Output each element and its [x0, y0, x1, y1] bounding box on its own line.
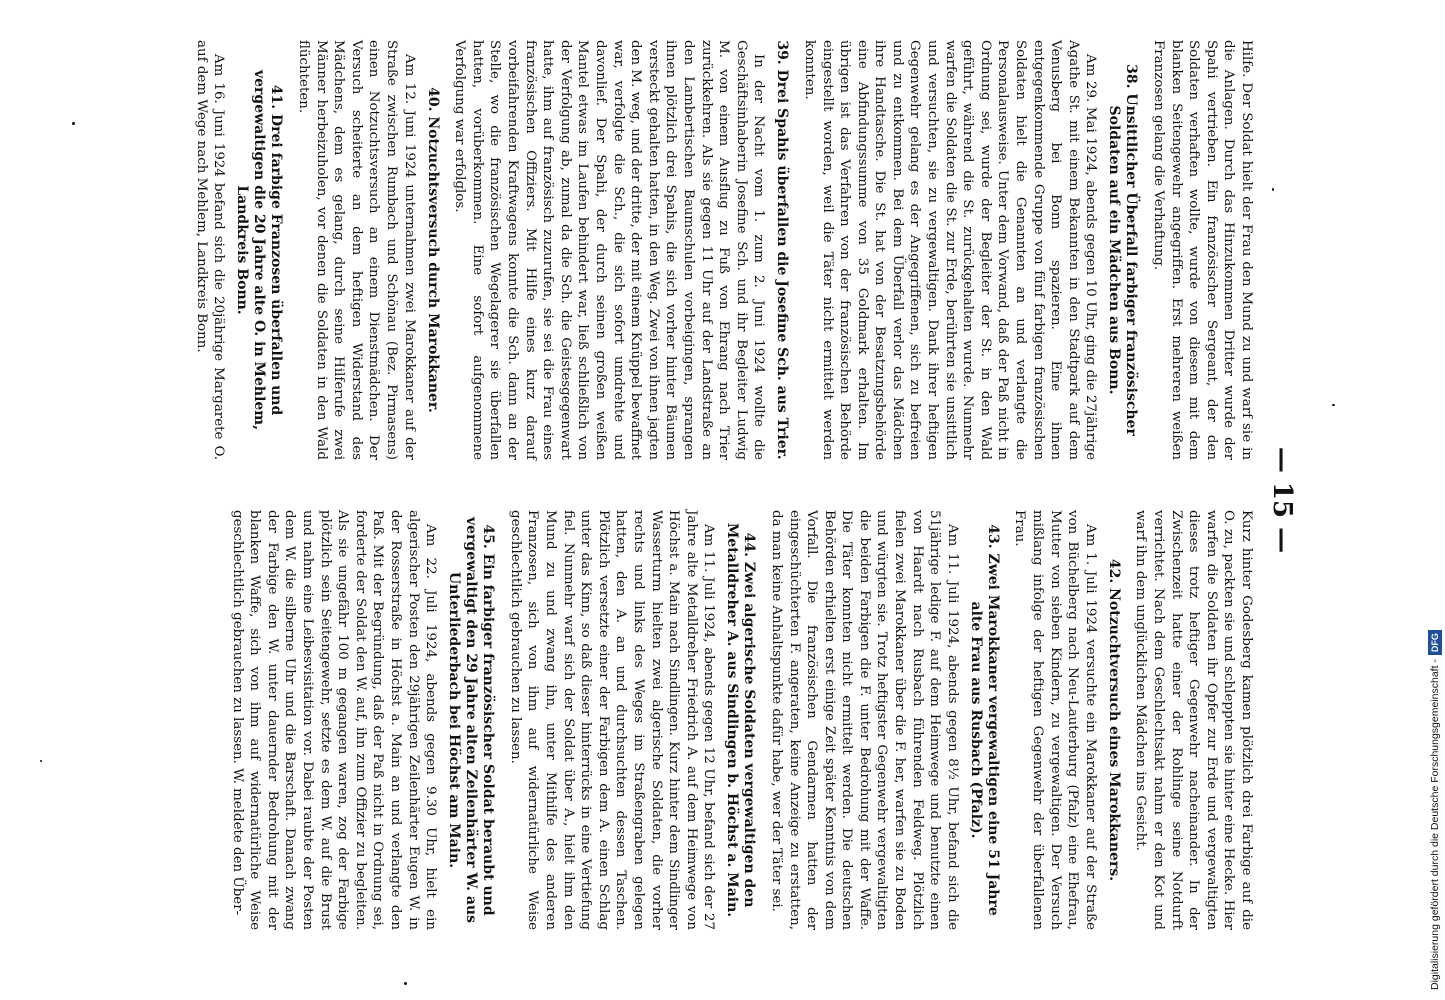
- section-heading-41: 41. Drei farbige Franzosen überfallen und vergewaltigen die 20 Jahre alte O. in Mehlem, Landkreis Bonn.: [234, 70, 285, 430]
- section-heading-39: 39. Drei Spahis überfallen die Josefine Sch. aus Trier.: [774, 40, 791, 460]
- paragraph: Am 12. Juni 1924 unternahmen zwei Marokkaner auf der Straße zwischen Rumbach und Schönau (Bez. Pirmasens) einen Notzuchtsversuch an einem Dienstmädchen. Der Versuch scheiterte an dem heftigen Widerstand des Mädchens, dem es gelang, durch seine Hilferufe zwei Männer herbeizuholen, vor denen die Soldaten in den Wald flüchteten.: [296, 40, 417, 460]
- credit-text: Digitalisierung gefördert durch die Deutsche Forschungsgemeinschaft -: [1429, 659, 1441, 990]
- scan-speck: [1332, 404, 1335, 406]
- left-column: [190, 40, 1255, 460]
- paragraph: Am 22. Juli 1924, abends gegen 9.30 Uhr, hielt ein algerischer Posten den 29jährigen Zeilenhärter Eugen W. in der Rosserstraße in Höchst a. Main an und verlangte den Paß. Mit der Begründung, daß der Paß nicht in Ordnung sei, forderte der Soldat den W. auf, ihn zum Offizier zu begleiten. Als sie ungefähr 100 m gegangen waren, zog der Farbige plötzlich sein Seitengewehr, setzte es dem W. auf die Brust und nahm eine Leibesvisitation vor. Dabei raubte der Posten dem W. die silberne Uhr und die Barschaft. Danach zwang der Farbige den W. unter dauernder Bedrohung mit der blanken Waffe, sich von ihm auf widernatürliche Weise geschlechtlich gebrauchen zu lassen. W. meldete den Über-: [229, 510, 439, 930]
- dfg-logo: DFG: [1428, 630, 1442, 655]
- paragraph: In der Nacht vom 1. zum 2. Juni 1924 wollte die Geschäftsinhaberin Josefine Sch. und ihr Begleiter Ludwig M. von einem Ausflug zu Fuß von Ehrang nach Trier zurückkehren. Als sie gegen 11 Uhr auf der Landstraße an den Lambertischen Baumschulen vorbeigingen, sprangen ihnen plötzlich drei Spahis, die sich vorher hinter Bäumen versteckt gehalten hatten, in den Weg. Zwei von ihnen jagten den M. weg, und der dritte, der mit einem Knüppel bewaffnet war, verfolgte die Sch., die sich sofort umdrehte und davonlief. Der Spahi, der durch seinen großen weißen Mantel etwas im Laufen behindert war, ließ schließlich von der Verfolgung ab, zumal da die Sch. die Geistesgegenwart hatte, ihm auf französisch zuzurufen, sie sei die Frau eines französischen Offiziers. Mit Hilfe eines kurz darauf vorbeifahrenden Kraftwagens konnte die Sch. dann an der Stelle, wo die französischen Wegelagerer sie überfallen hatten, vorüberkommen. Eine sofort aufgenommene Verfolgung war erfolglos.: [452, 40, 767, 460]
- scan-speck: [404, 982, 407, 985]
- credit-line: [1425, 10, 1445, 990]
- digitization-credit: [1405, 10, 1441, 990]
- paragraph: Am 1. Juli 1924 versuchte ein Marokkaner auf der Straße von Büchelberg nach Neu-Lauterburg (Pfalz) eine Ehefrau, Mutter von sieben Kindern, zu vergewaltigen. Der Versuch mißlang infolge der heftigen Gegenwehr der überfallenen Frau.: [1012, 510, 1098, 930]
- paragraph: Hilfe. Der Soldat hielt der Frau den Mund zu und warf sie in die Anlagen. Durch das Hinzukommen Dritter wurde der Spahi vertrieben. Ein französischer Sergeant, der den Soldaten verhaften wollte, wurde von diesem mit dem blanken Seitengewehr angegriffen. Erst mehreren weißen Franzosen gelang die Verhaftung.: [1151, 40, 1254, 460]
- section-heading-38: 38. Unsittlicher Überfall farbiger französischer Soldaten auf ein Mädchen aus Bonn.: [1106, 64, 1140, 436]
- section-heading-40: 40. Notzuchtsversuch durch Marokkaner.: [424, 87, 441, 413]
- paragraph: Am 11. Juli 1924, abends gegen 8½ Uhr, befand sich die 51jährige ledige F. auf dem Heimwege und benutzte einen von Haardt nach Rusbach führenden Feldweg. Plötzlich fielen zwei Marokkaner über die F. her, warfen sie zu Boden und würgten sie. Trotz heftigster Gegenwehr vergewaltigten die beiden Farbigen die F. unter Bedrohung mit der Waffe. Die Täter konnten nicht ermittelt werden. Die deutschen Behörden erhielten erst einige Zeit später Kenntnis von dem Vorfall. Die französischen Gendarmen hatten der eingeschüchterten F. angeraten, keine Anzeige zu erstatten, da man keine Anhaltspunkte dafür habe, wer der Täter sei.: [768, 510, 960, 930]
- section-heading-43: 43. Zwei Marokkaner vergewaltigen eine 51 Jahre alte Frau aus Rusbach (Pfalz).: [967, 524, 1001, 916]
- section-heading-42: 42. Notzuchtversuch eines Marokkaners.: [1105, 558, 1122, 882]
- section-heading-44: 44. Zwei algerische Soldaten vergewaltigen den Metalldreher A. aus Sindlingen b. Höchst a. Main.: [724, 522, 758, 918]
- paragraph: Am 29. Mai 1924, abends gegen 10 Uhr, ging die 27jährige Agathe St. mit einem Bekannten in den Stadtpark auf dem Venusberg bei Bonn spazieren. Eine ihnen entgegenkommende Gruppe von fünf farbigen französischen Soldaten hielt die Genannten an und verlangte die Personalausweise. Unter dem Vorwand, daß der Paß nicht in Ordnung sei, wurde der Begleiter der St. in den Wald geführt, während die St. zurückgehalten wurde. Nunmehr warfen die Soldaten die St. zur Erde, berührten sie unsittlich und versuchten, sie zu vergewaltigen. Dank ihrer heftigen Gegenwehr gelang es der Angegriffenen, sich zu befreien und zu entkommen. Bei dem Überfall verlor das Mädchen ihre Handtasche. Die St. hat von der Besatzungsbehörde eine Abfindungssumme von 35 Goldmark erhalten. Im übrigen ist das Verfahren von der französischen Behörde eingestellt worden, weil die Täter nicht ermittelt werden konnten.: [801, 40, 1099, 460]
- right-column: [226, 510, 1255, 930]
- section-heading-45: 45. Ein farbiger französischer Soldat beraubt und vergewaltigt den 29 Jahre alten Zeilenhärter W. aus Unterliederbach bei Höchst am Main.: [446, 517, 497, 923]
- paragraph: Am 11. Juli 1924, abends gegen 12 Uhr, befand sich der 27 Jahre alte Metalldreher Friedrich A. auf dem Heimwege von Höchst a. Main nach Sindlingen. Kurz hinter dem Sindlinger Wasserturm hielten zwei algerische Soldaten, die vorher rechts und links des Weges im Straßengraben gelegen hatten, den A. an und durchsuchten dessen Taschen. Plötzlich versetzte einer der Farbigen dem A. einen Schlag unter das Kinn, so daß dieser hinterrücks in eine Vertiefung fiel. Nunmehr warf sich der Soldat über A., hielt ihm den Mund zu und zwang ihn, unter Mithilfe des anderen Franzosen, sich von ihm auf widernatürliche Weise geschlechtlich gebrauchen zu lassen.: [507, 510, 717, 930]
- scan-speck: [40, 760, 42, 762]
- page-number: — 15 —: [1267, 446, 1297, 554]
- scan-speck: [72, 122, 75, 125]
- paragraph: Kurz hinter Godesberg kamen plötzlich drei Farbige auf die O. zu, packten sie und schleppten sie hinter eine Hecke. Hier warfen die Soldaten ihr Opfer zur Erde und vergewaltigten dieses trotz heftiger Gegenwehr nacheinander. In der Zwischenzeit hatte einer der Rohlinge seine Notdurft verrichtet. Nach dem Geschlechtsakt nahm er den Kot und warf ihn dem unglücklichen Mädchen ins Gesicht.: [1133, 510, 1254, 930]
- rotated-page-content: [120, 40, 1305, 960]
- paragraph: Am 16. Juni 1924 befand sich die 20jährige Margarete O. auf dem Wege nach Mehlem, Landkreis Bonn.: [193, 40, 227, 460]
- scan-speck: [1272, 188, 1274, 191]
